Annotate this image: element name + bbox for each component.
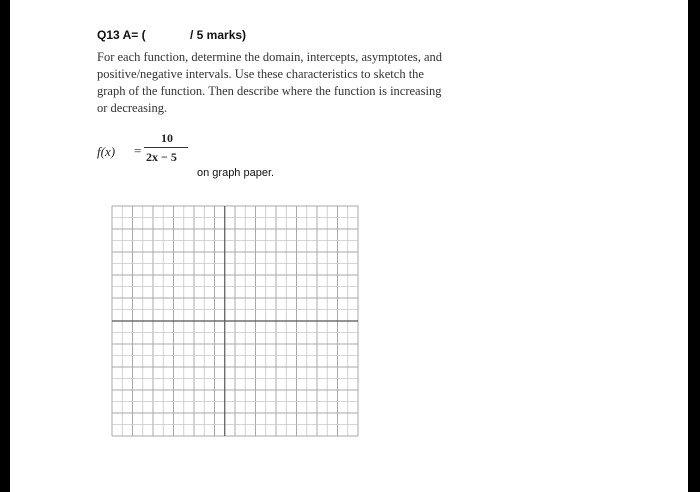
- denominator: 2x − 5: [146, 150, 177, 164]
- left-border: [0, 0, 10, 492]
- instruction-line: positive/negative intervals. Use these characteristics to sketch the: [97, 67, 424, 81]
- question-label: Q13 A= (: [97, 28, 146, 42]
- instruction-line: graph of the function. Then describe where the function is increasing: [97, 84, 442, 98]
- graph-grid: [111, 205, 359, 437]
- right-border: [688, 0, 700, 492]
- numerator: 10: [161, 131, 173, 145]
- question-header: [97, 28, 247, 42]
- function-lhs: f(x): [97, 144, 116, 159]
- instruction-line: For each function, determine the domain, intercepts, asymptotes, and: [97, 50, 443, 64]
- equals-sign: =: [134, 143, 142, 158]
- instruction-line: or decreasing.: [97, 101, 168, 115]
- marks-label: / 5 marks): [190, 28, 247, 42]
- fraction-bar: [144, 147, 188, 148]
- instructions: [97, 49, 443, 117]
- graph-paper-note: on graph paper.: [197, 167, 275, 179]
